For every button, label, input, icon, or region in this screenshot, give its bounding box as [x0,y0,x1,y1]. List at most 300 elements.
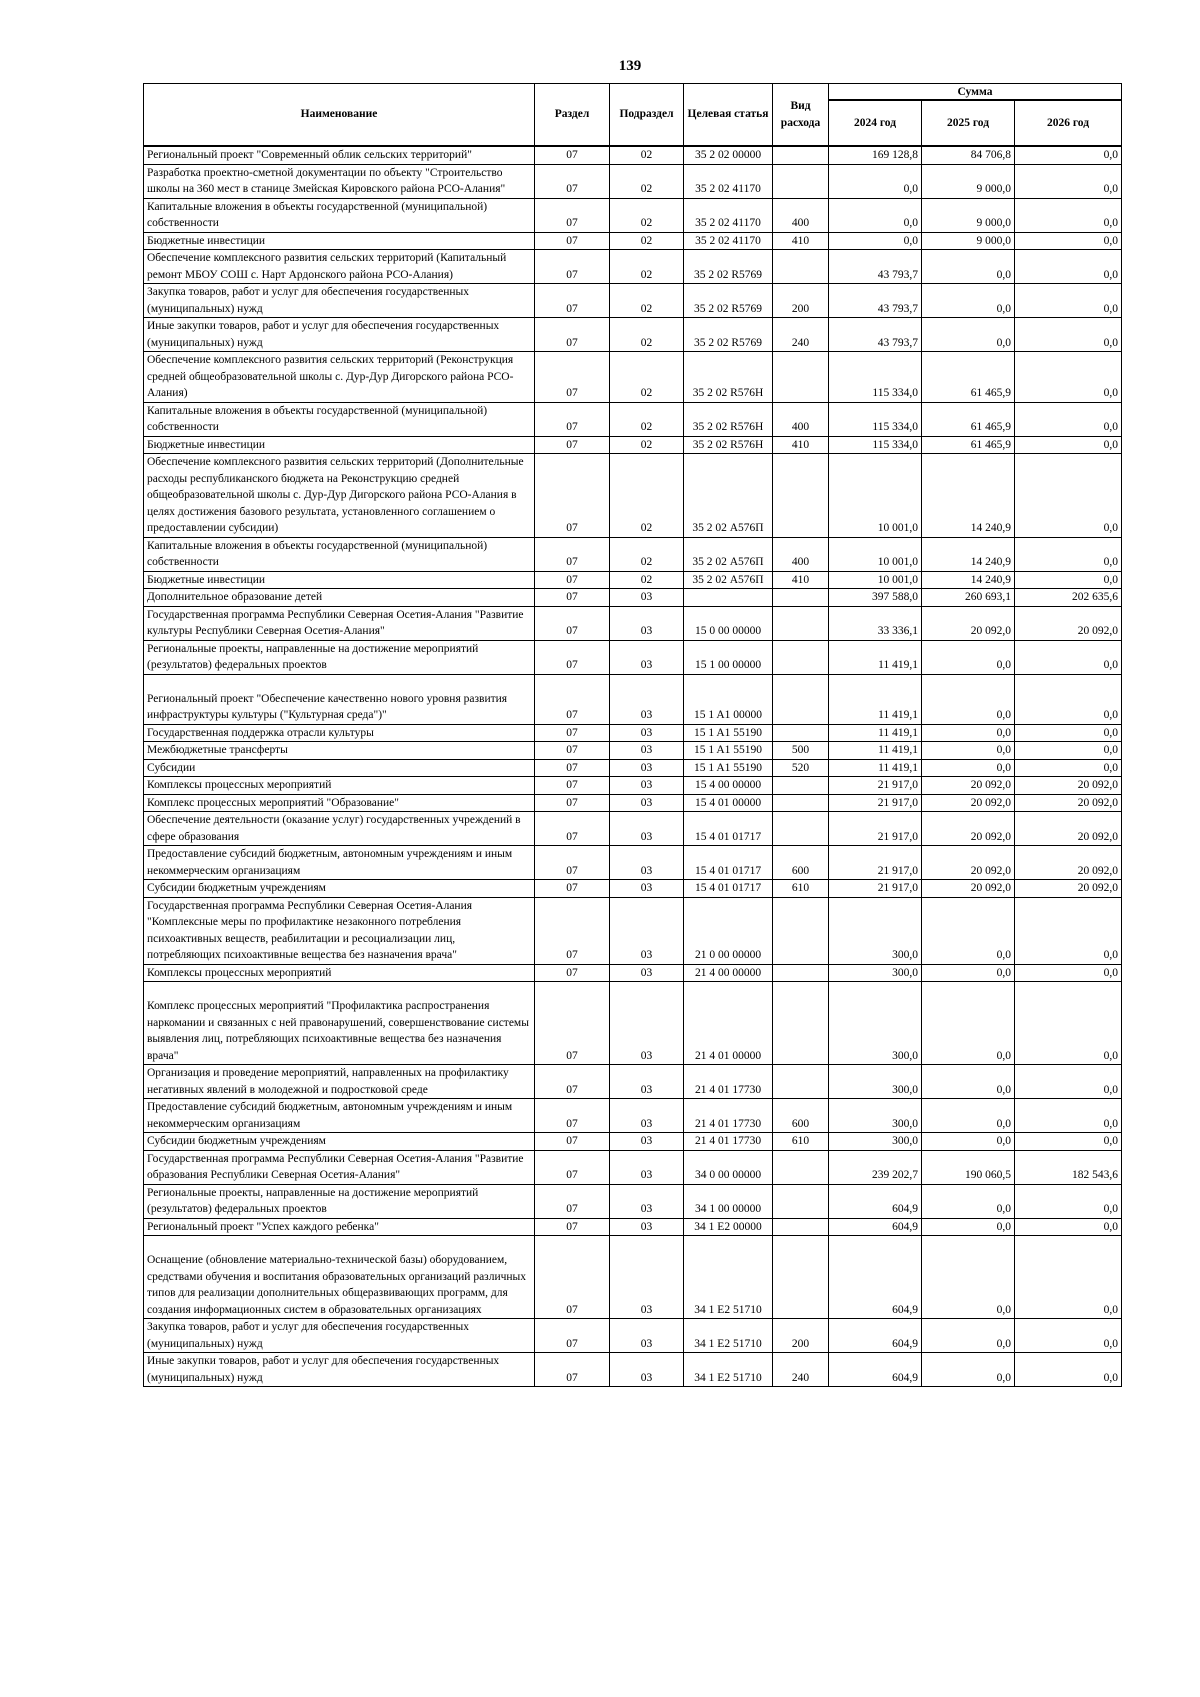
table-row [144,589,1122,607]
cell-2025: 61 465,9 [922,402,1015,436]
cell-2024: 604,9 [829,1236,922,1319]
cell-razdel: 07 [535,759,610,777]
table-row [144,724,1122,742]
cell-2024: 239 202,7 [829,1150,922,1184]
cell-2026: 0,0 [1015,1133,1122,1151]
cell-vid [773,1236,829,1319]
cell-2024: 10 001,0 [829,537,922,571]
cell-podrazdel: 03 [610,606,684,640]
cell-2024: 0,0 [829,198,922,232]
cell-name: Государственная программа Республики Северная Осетия-Алания "Развитие образования Республики Северная Осетия-Алания" [144,1150,535,1184]
cell-name: Субсидии бюджетным учреждениям [144,1133,535,1151]
cell-name: Комплексы процессных мероприятий [144,964,535,982]
cell-2024: 11 419,1 [829,724,922,742]
cell-2026: 0,0 [1015,571,1122,589]
cell-2026: 20 092,0 [1015,846,1122,880]
cell-vid [773,794,829,812]
cell-razdel: 07 [535,640,610,674]
table-body [144,146,1122,1387]
cell-2026: 0,0 [1015,742,1122,760]
cell-2026: 0,0 [1015,537,1122,571]
header-vid: Вид расхода [773,84,829,147]
cell-name: Субсидии бюджетным учреждениям [144,880,535,898]
cell-vid [773,1184,829,1218]
cell-2024: 11 419,1 [829,674,922,724]
cell-2024: 11 419,1 [829,640,922,674]
table-row [144,571,1122,589]
cell-razdel: 07 [535,436,610,454]
table-row [144,606,1122,640]
table-row [144,146,1122,164]
cell-name: Предоставление субсидий бюджетным, автономным учреждениям и иным некоммерческим организациям [144,846,535,880]
table-header [144,84,1122,147]
table-row [144,759,1122,777]
cell-2025: 260 693,1 [922,589,1015,607]
cell-vid: 600 [773,1099,829,1133]
cell-2026: 0,0 [1015,232,1122,250]
cell-podrazdel: 03 [610,880,684,898]
cell-podrazdel: 03 [610,794,684,812]
cell-2024: 10 001,0 [829,454,922,538]
cell-razdel: 07 [535,1150,610,1184]
cell-razdel: 07 [535,606,610,640]
cell-2026: 0,0 [1015,1099,1122,1133]
cell-vid [773,589,829,607]
cell-podrazdel: 03 [610,759,684,777]
table-row [144,674,1122,724]
cell-name: Обеспечение комплексного развития сельских территорий (Капитальный ремонт МБОУ СОШ с. Нарт Ардонского района РСО-Алания) [144,250,535,284]
cell-vid [773,674,829,724]
header-2024: 2024 год [829,100,922,146]
cell-2026: 0,0 [1015,1236,1122,1319]
cell-2026: 0,0 [1015,164,1122,198]
cell-vid: 200 [773,284,829,318]
cell-2025: 61 465,9 [922,352,1015,403]
cell-celevaya: 15 4 01 01717 [684,812,773,846]
cell-name: Предоставление субсидий бюджетным, автономным учреждениям и иным некоммерческим организациям [144,1099,535,1133]
cell-vid: 500 [773,742,829,760]
table-row [144,1236,1122,1319]
cell-podrazdel: 03 [610,1099,684,1133]
cell-podrazdel: 02 [610,250,684,284]
cell-2025: 61 465,9 [922,436,1015,454]
cell-celevaya: 15 4 00 00000 [684,777,773,795]
cell-podrazdel: 03 [610,1065,684,1099]
cell-2025: 0,0 [922,759,1015,777]
cell-2024: 300,0 [829,982,922,1065]
cell-2024: 604,9 [829,1184,922,1218]
cell-2026: 0,0 [1015,759,1122,777]
cell-vid: 610 [773,1133,829,1151]
cell-celevaya [684,589,773,607]
cell-celevaya: 21 4 01 17730 [684,1099,773,1133]
cell-2025: 190 060,5 [922,1150,1015,1184]
cell-2026: 0,0 [1015,674,1122,724]
cell-name: Региональные проекты, направленные на достижение мероприятий (результатов) федеральных проектов [144,1184,535,1218]
cell-vid: 600 [773,846,829,880]
cell-podrazdel: 03 [610,1218,684,1236]
cell-vid [773,1150,829,1184]
cell-2025: 14 240,9 [922,571,1015,589]
cell-razdel: 07 [535,284,610,318]
cell-razdel: 07 [535,794,610,812]
cell-razdel: 07 [535,1065,610,1099]
cell-2025: 0,0 [922,1065,1015,1099]
cell-celevaya: 15 0 00 00000 [684,606,773,640]
cell-2024: 115 334,0 [829,402,922,436]
cell-podrazdel: 03 [610,742,684,760]
cell-2024: 300,0 [829,1065,922,1099]
cell-podrazdel: 03 [610,1133,684,1151]
page-number: 139 [618,58,642,74]
cell-celevaya: 35 2 02 41170 [684,164,773,198]
cell-razdel: 07 [535,232,610,250]
cell-celevaya: 35 2 02 А576П [684,537,773,571]
cell-name: Обеспечение комплексного развития сельских территорий (Дополнительные расходы республиканского бюджета на Реконструкцию средней общеобразовательной школы с. Дур-Дур Дигорского района РСО-Алания в целях достижения базового результата, установленного соглашением о предоставлении субсидии) [144,454,535,538]
cell-vid [773,1065,829,1099]
header-celevaya: Целевая статья [684,84,773,147]
cell-name: Закупка товаров, работ и услуг для обеспечения государственных (муниципальных) нужд [144,284,535,318]
table-row [144,436,1122,454]
cell-razdel: 07 [535,812,610,846]
cell-razdel: 07 [535,777,610,795]
cell-name: Региональный проект "Современный облик сельских территорий" [144,146,535,164]
cell-podrazdel: 03 [610,812,684,846]
cell-razdel: 07 [535,571,610,589]
cell-2024: 43 793,7 [829,318,922,352]
table-row [144,777,1122,795]
table-row [144,742,1122,760]
cell-razdel: 07 [535,454,610,538]
cell-name: Оснащение (обновление материально-технической базы) оборудованием, средствами обучения и воспитания образовательных организаций различных типов для реализации дополнительных общеразвивающих программ, для создания информационных систем в образовательных организациях [144,1236,535,1319]
cell-podrazdel: 03 [610,982,684,1065]
budget-table-wrapper [143,83,1121,1387]
cell-2024: 10 001,0 [829,571,922,589]
cell-2026: 0,0 [1015,402,1122,436]
table-row [144,537,1122,571]
cell-2024: 11 419,1 [829,742,922,760]
cell-podrazdel: 03 [610,1353,684,1387]
cell-name: Обеспечение деятельности (оказание услуг) государственных учреждений в сфере образования [144,812,535,846]
cell-celevaya: 35 2 02 41170 [684,232,773,250]
cell-2026: 0,0 [1015,982,1122,1065]
cell-2026: 0,0 [1015,436,1122,454]
cell-vid: 410 [773,232,829,250]
cell-2025: 14 240,9 [922,454,1015,538]
cell-2024: 21 917,0 [829,812,922,846]
cell-name: Региональный проект "Обеспечение качественно нового уровня развития инфраструктуры культуры ("Культурная среда")" [144,674,535,724]
table-row [144,1150,1122,1184]
cell-celevaya: 15 1 A1 55190 [684,724,773,742]
cell-2026: 0,0 [1015,454,1122,538]
cell-celevaya: 35 2 02 41170 [684,198,773,232]
cell-celevaya: 35 2 02 R5769 [684,318,773,352]
cell-2024: 115 334,0 [829,436,922,454]
cell-razdel: 07 [535,1218,610,1236]
cell-2024: 604,9 [829,1353,922,1387]
table-row [144,1353,1122,1387]
cell-razdel: 07 [535,982,610,1065]
cell-2026: 0,0 [1015,1065,1122,1099]
cell-2026: 0,0 [1015,1184,1122,1218]
cell-razdel: 07 [535,352,610,403]
cell-razdel: 07 [535,674,610,724]
cell-2025: 0,0 [922,1184,1015,1218]
cell-podrazdel: 03 [610,964,684,982]
cell-podrazdel: 03 [610,640,684,674]
cell-2024: 397 588,0 [829,589,922,607]
cell-podrazdel: 03 [610,846,684,880]
cell-razdel: 07 [535,537,610,571]
cell-podrazdel: 03 [610,1236,684,1319]
cell-name: Региональный проект "Успех каждого ребенка" [144,1218,535,1236]
cell-2025: 9 000,0 [922,232,1015,250]
cell-vid: 520 [773,759,829,777]
cell-2026: 0,0 [1015,284,1122,318]
cell-2024: 115 334,0 [829,352,922,403]
cell-celevaya: 35 2 02 R5769 [684,250,773,284]
cell-2025: 0,0 [922,640,1015,674]
cell-razdel: 07 [535,1319,610,1353]
cell-2026: 0,0 [1015,724,1122,742]
cell-name: Межбюджетные трансферты [144,742,535,760]
cell-celevaya: 34 1 E2 51710 [684,1236,773,1319]
cell-vid [773,454,829,538]
cell-name: Иные закупки товаров, работ и услуг для обеспечения государственных (муниципальных) нужд [144,318,535,352]
cell-2026: 20 092,0 [1015,812,1122,846]
cell-2025: 0,0 [922,742,1015,760]
cell-2025: 0,0 [922,724,1015,742]
cell-2025: 0,0 [922,1218,1015,1236]
table-row [144,812,1122,846]
cell-name: Иные закупки товаров, работ и услуг для обеспечения государственных (муниципальных) нужд [144,1353,535,1387]
cell-vid [773,964,829,982]
cell-2025: 20 092,0 [922,606,1015,640]
header-razdel: Раздел [535,84,610,147]
cell-2026: 20 092,0 [1015,880,1122,898]
cell-razdel: 07 [535,724,610,742]
cell-2025: 0,0 [922,1133,1015,1151]
cell-2025: 84 706,8 [922,146,1015,164]
cell-vid [773,897,829,964]
cell-2024: 0,0 [829,164,922,198]
cell-celevaya: 35 2 02 R576H [684,402,773,436]
cell-name: Капитальные вложения в объекты государственной (муниципальной) собственности [144,537,535,571]
cell-name: Бюджетные инвестиции [144,232,535,250]
cell-vid [773,352,829,403]
cell-celevaya: 35 2 02 R5769 [684,284,773,318]
cell-name: Обеспечение комплексного развития сельских территорий (Реконструкция средней общеобразовательной школы с. Дур-Дур Дигорского района РСО-Алания) [144,352,535,403]
cell-vid [773,1218,829,1236]
cell-vid [773,640,829,674]
cell-podrazdel: 02 [610,164,684,198]
cell-vid [773,606,829,640]
cell-2026: 20 092,0 [1015,606,1122,640]
cell-vid: 400 [773,402,829,436]
cell-2026: 0,0 [1015,897,1122,964]
cell-2024: 604,9 [829,1218,922,1236]
cell-name: Субсидии [144,759,535,777]
cell-razdel: 07 [535,402,610,436]
cell-celevaya: 21 4 01 00000 [684,982,773,1065]
cell-podrazdel: 02 [610,402,684,436]
cell-vid [773,812,829,846]
cell-2025: 0,0 [922,1319,1015,1353]
table-row [144,964,1122,982]
cell-2026: 0,0 [1015,1319,1122,1353]
cell-2026: 0,0 [1015,318,1122,352]
cell-2025: 0,0 [922,284,1015,318]
cell-2025: 20 092,0 [922,812,1015,846]
table-row [144,1065,1122,1099]
cell-2026: 20 092,0 [1015,794,1122,812]
cell-podrazdel: 03 [610,1319,684,1353]
cell-2025: 20 092,0 [922,794,1015,812]
cell-2025: 20 092,0 [922,846,1015,880]
cell-2024: 300,0 [829,897,922,964]
budget-table [143,83,1122,1387]
cell-razdel: 07 [535,1099,610,1133]
cell-razdel: 07 [535,589,610,607]
cell-razdel: 07 [535,742,610,760]
header-2026: 2026 год [1015,100,1122,146]
cell-razdel: 07 [535,880,610,898]
cell-2025: 0,0 [922,1236,1015,1319]
table-row [144,1184,1122,1218]
cell-podrazdel: 02 [610,284,684,318]
cell-2024: 33 336,1 [829,606,922,640]
cell-celevaya: 15 4 01 00000 [684,794,773,812]
cell-2026: 0,0 [1015,146,1122,164]
cell-2025: 14 240,9 [922,537,1015,571]
table-row [144,1218,1122,1236]
cell-vid [773,724,829,742]
cell-2024: 21 917,0 [829,777,922,795]
cell-celevaya: 35 2 02 00000 [684,146,773,164]
cell-podrazdel: 03 [610,589,684,607]
cell-name: Государственная поддержка отрасли культуры [144,724,535,742]
cell-podrazdel: 03 [610,897,684,964]
cell-2026: 182 543,6 [1015,1150,1122,1184]
cell-podrazdel: 03 [610,1184,684,1218]
cell-podrazdel: 02 [610,454,684,538]
cell-2024: 11 419,1 [829,759,922,777]
cell-celevaya: 34 1 E2 51710 [684,1353,773,1387]
table-row [144,284,1122,318]
table-row [144,1099,1122,1133]
cell-razdel: 07 [535,198,610,232]
table-row [144,232,1122,250]
cell-2026: 0,0 [1015,1218,1122,1236]
cell-podrazdel: 02 [610,232,684,250]
cell-2025: 0,0 [922,674,1015,724]
cell-name: Капитальные вложения в объекты государственной (муниципальной) собственности [144,402,535,436]
table-row [144,846,1122,880]
cell-vid: 400 [773,198,829,232]
table-row [144,318,1122,352]
cell-celevaya: 15 1 A1 00000 [684,674,773,724]
cell-2024: 0,0 [829,232,922,250]
cell-vid: 200 [773,1319,829,1353]
cell-razdel: 07 [535,964,610,982]
cell-celevaya: 15 1 00 00000 [684,640,773,674]
cell-celevaya: 21 4 00 00000 [684,964,773,982]
cell-2026: 0,0 [1015,1353,1122,1387]
cell-razdel: 07 [535,1353,610,1387]
cell-podrazdel: 02 [610,537,684,571]
cell-vid [773,146,829,164]
cell-celevaya: 15 1 A1 55190 [684,742,773,760]
cell-celevaya: 35 2 02 R576H [684,436,773,454]
cell-name: Комплексы процессных мероприятий [144,777,535,795]
cell-celevaya: 21 4 01 17730 [684,1133,773,1151]
cell-celevaya: 35 2 02 А576П [684,454,773,538]
cell-2025: 0,0 [922,1353,1015,1387]
cell-celevaya: 21 0 00 00000 [684,897,773,964]
cell-razdel: 07 [535,1236,610,1319]
cell-name: Комплекс процессных мероприятий "Образование" [144,794,535,812]
cell-2026: 0,0 [1015,640,1122,674]
cell-name: Государственная программа Республики Северная Осетия-Алания "Развитие культуры Республики Северная Осетия-Алания" [144,606,535,640]
table-row [144,982,1122,1065]
cell-2024: 300,0 [829,1099,922,1133]
table-row [144,880,1122,898]
cell-2025: 20 092,0 [922,777,1015,795]
cell-celevaya: 34 1 00 00000 [684,1184,773,1218]
cell-podrazdel: 02 [610,571,684,589]
cell-vid [773,164,829,198]
cell-2024: 169 128,8 [829,146,922,164]
cell-2025: 9 000,0 [922,198,1015,232]
table-row [144,352,1122,403]
cell-celevaya: 21 4 01 17730 [684,1065,773,1099]
cell-name: Комплекс процессных мероприятий "Профилактика распространения наркомании и связанных с ней правонарушений, совершенствование системы выявления лиц, потребляющих психоактивные вещества без назначения врача" [144,982,535,1065]
cell-name: Организация и проведение мероприятий, направленных на профилактику негативных явлений в молодежной и подростковой среде [144,1065,535,1099]
cell-2025: 0,0 [922,250,1015,284]
cell-2025: 0,0 [922,964,1015,982]
cell-vid: 240 [773,1353,829,1387]
table-row [144,897,1122,964]
cell-razdel: 07 [535,146,610,164]
cell-celevaya: 34 1 E2 51710 [684,1319,773,1353]
cell-podrazdel: 02 [610,352,684,403]
cell-vid: 400 [773,537,829,571]
cell-razdel: 07 [535,1184,610,1218]
cell-2024: 604,9 [829,1319,922,1353]
cell-2024: 21 917,0 [829,880,922,898]
cell-podrazdel: 03 [610,674,684,724]
cell-celevaya: 34 1 E2 00000 [684,1218,773,1236]
table-row [144,402,1122,436]
cell-2025: 0,0 [922,318,1015,352]
table-row [144,164,1122,198]
header-name: Наименование [144,84,535,147]
cell-2026: 0,0 [1015,250,1122,284]
cell-podrazdel: 02 [610,436,684,454]
cell-podrazdel: 02 [610,318,684,352]
cell-podrazdel: 02 [610,198,684,232]
cell-2026: 0,0 [1015,964,1122,982]
cell-2026: 202 635,6 [1015,589,1122,607]
cell-name: Бюджетные инвестиции [144,436,535,454]
header-summa: Сумма [829,84,1122,101]
table-row [144,794,1122,812]
cell-2024: 300,0 [829,964,922,982]
cell-razdel: 07 [535,1133,610,1151]
cell-2025: 20 092,0 [922,880,1015,898]
cell-razdel: 07 [535,164,610,198]
cell-2026: 20 092,0 [1015,777,1122,795]
